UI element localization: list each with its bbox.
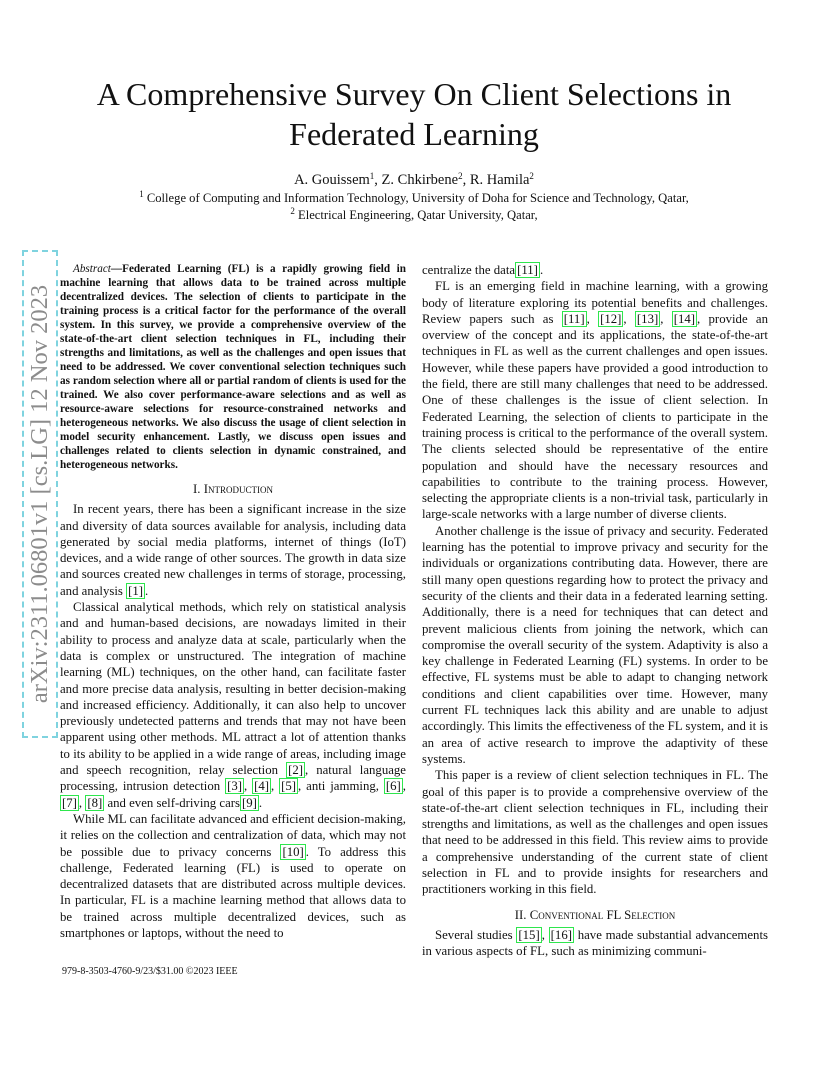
paragraph-text: and even self-driving cars	[104, 795, 240, 810]
paragraph-text: ,	[541, 927, 549, 942]
paragraph-text: ,	[271, 779, 280, 794]
section-title: Conventional FL Selection	[529, 907, 676, 922]
section-heading-introduction	[60, 481, 406, 497]
paragraph-text: Several studies	[435, 927, 517, 942]
left-column	[60, 262, 406, 941]
paragraph-text: ,	[243, 779, 253, 794]
section-heading-conventional	[422, 907, 768, 923]
paragraph-text: ,	[660, 311, 672, 326]
paragraph-text: ,	[78, 795, 86, 810]
citation-link[interactable]: [8]	[87, 795, 103, 810]
arxiv-side-identifier	[22, 250, 58, 738]
citation-link[interactable]: [14]	[673, 311, 696, 326]
paragraph-text: ,	[623, 311, 635, 326]
citation-link[interactable]: [6]	[385, 779, 401, 794]
body-paragraph	[422, 523, 768, 767]
affiliation-line	[60, 190, 768, 207]
copyright-footer: 979-8-3503-4760-9/23/$31.00 ©2023 IEEE	[62, 966, 238, 977]
paragraph-text: centralize the data	[422, 263, 516, 277]
author-name: R. Hamila	[469, 172, 530, 188]
section-number: I.	[193, 482, 201, 496]
right-column	[422, 262, 768, 959]
affil-mark: 1	[139, 189, 144, 199]
citation-link[interactable]: [1]	[128, 583, 144, 598]
author-list: A. Gouissem$^1$, Z. Chkirbene$^2$, R. Hamila$^2$	[294, 171, 534, 188]
citation-link[interactable]: [2]	[288, 763, 303, 778]
paragraph-text: .	[539, 263, 544, 277]
body-paragraph	[422, 927, 768, 960]
body-paragraph	[422, 767, 768, 897]
paragraph-text: have made substantial advancements in various aspects of FL, such as minimizing communi-	[422, 927, 768, 959]
author-affil-mark: 1	[369, 171, 375, 181]
citation-link[interactable]: [16]	[550, 927, 572, 942]
citation-link[interactable]: [7]	[62, 795, 77, 810]
author-name: A. Gouissem	[294, 172, 370, 188]
paper-title: A Comprehensive Survey On Client Selections in Federated Learning	[96, 76, 732, 152]
citation-link[interactable]: [5]	[281, 779, 297, 794]
citation-link[interactable]: [9]	[242, 795, 257, 810]
citation-link[interactable]: [10]	[282, 844, 304, 859]
citation-link[interactable]: [12]	[600, 311, 622, 326]
affiliation-text: Electrical Engineering, Qatar University, Qatar,	[298, 208, 538, 222]
citation-link[interactable]: [4]	[254, 779, 270, 794]
arxiv-id-text: arXiv:2311.06801v1 [cs.LG] 12 Nov 2023	[26, 284, 53, 704]
citation-link[interactable]: [13]	[636, 311, 659, 326]
paragraph-text: Classical analytical methods, which rely on statistical analysis and and human-based decisions, are nowadays limited in their ability to process and analyze data at scale, particularly when the data is complex or unstructured. The integration of machine learning (ML) techniques, on the other hand, can facilitate faster and more precise data analysis, resulting in better decision-making and increased efficiency. Additionally, it can also help to uncover previously undetected patterns and trends that may not have been apparent using other methods. ML attract a lot of attention thanks to its ability to be applied in a wide range of areas, including image and speech recognition, relay selection	[60, 600, 406, 778]
conventional-body	[422, 927, 768, 960]
body-paragraph	[422, 278, 768, 522]
paragraph-text: . To address this challenge, Federated learning (FL) is used to operate on decentralized datasets that are distributed across multiple devices. In particular, FL is a machine learning method that allows data to be trained across multiple decentralized devices, such as smartphones or laptops, without the need to	[60, 844, 406, 941]
paragraph-text: In recent years, there has been a significant increase in the size and diversity of data sources available for analysis, including data generated by social media platforms, internet of things (IoT) devices, and a wide range of other sources. The growth in data size and sources created new challenges in terms of storage, processing, and analysis	[60, 502, 406, 598]
body-paragraph	[422, 262, 768, 278]
citation-link[interactable]: [3]	[227, 779, 242, 794]
paragraph-text: .	[145, 583, 149, 598]
affiliation-text: College of Computing and Information Technology, University of Doha for Science and Technology, Qatar,	[146, 191, 689, 205]
paragraph-text: ,	[402, 779, 406, 794]
paragraph-text: , anti jamming,	[298, 779, 384, 794]
paragraph-text: While ML can facilitate advanced and efficient decision-making, it relies on the collection and centralization of data, which may not be possible due to privacy concerns	[60, 811, 406, 859]
paragraph-text: .	[258, 795, 263, 810]
author-affil-mark: 2	[458, 171, 463, 181]
paragraph-text: This paper is a review of client selection techniques in FL. The goal of this paper is to provide a comprehensive overview of the state-of-the-art client selection techniques in FL, including their strengths and limitations, as well as the challenges and open issues that need to be addressed in this field. This review aims to provide a comprehensive understanding of the current state of client selection in FL and to provide insights for researchers and practitioners working in this field.	[422, 768, 768, 897]
affiliation-line	[60, 207, 768, 224]
affil-mark: 2	[290, 206, 295, 216]
body-paragraph	[60, 811, 406, 941]
paragraph-text: Another challenge is the issue of privacy and security. Federated learning has the potential to improve privacy and security for the individuals or organizations contributing data. However, there are still many open questions regarding how to protect the privacy and security of the clients and their data in a federated learning setting. Additionally, there is a need for techniques that can detect and prevent malicious clients from joining the network, which can compromise the overall security of the system. Adaptivity is also a key challenge in Federated Learning (FL) systems. In order to be effective, FL systems must be able to adapt to changing network conditions and client capabilities over time. However, many current FL techniques lack this ability and are unable to adjust accordingly. This limits the effectiveness of the FL system, and it is an area of active research to improve the adaptivity of these systems.	[422, 523, 768, 766]
body-paragraph	[60, 501, 406, 599]
citation-link[interactable]: [11]	[563, 311, 585, 326]
paragraph-text: , natural language processing, intrusion detection	[60, 763, 406, 794]
introduction-body	[60, 501, 406, 941]
paragraph-text: FL is an emerging field in machine learning, with a growing body of literature exploring its potential benefits and challenges. Review papers such as	[422, 279, 768, 326]
abstract-label: Abstract	[73, 263, 111, 275]
section-number: II.	[514, 907, 527, 922]
abstract	[60, 262, 406, 472]
author-affil-mark: 2	[529, 171, 534, 181]
paragraph-text: ,	[586, 311, 599, 326]
introduction-body-continued	[422, 262, 768, 898]
body-paragraph	[60, 599, 406, 811]
citation-link[interactable]: [11]	[517, 263, 538, 277]
citation-link[interactable]: [15]	[518, 927, 540, 942]
author-name: Z. Chkirbene	[381, 172, 459, 188]
section-title: Introduction	[203, 482, 273, 496]
abstract-text: —Federated Learning (FL) is a rapidly growing field in machine learning that allows data to be trained across multiple decentralized devices. The selection of clients to participate in the training process is a critical factor for the performance of the overall system. In this survey, we provide a comprehensive overview of the state-of-the-art client selection techniques in FL, including their strengths and limitations, as well as the challenges and open issues that need to be addressed. We cover conventional selection techniques such as random selection where all or partial random of clients is used for the trained. We also cover performance-aware selections and as well as resource-aware selections for resource-constrained networks and heterogeneous networks. We also discuss the usage of client selection in model security enhancement. Lastly, we discuss open issues and challenges related to clients selection in dynamic constrained, and heterogeneous networks.	[60, 263, 406, 471]
affiliations	[60, 190, 768, 224]
paragraph-text: , provide an overview of the concept and its applications, the state-of-the-art techniques in FL as well as the current challenges and open issues. However, while these papers have provided a good introduction to the field, there are still many challenges that need to be addressed. One of these challenges is the issue of client selection. In Federated Learning, the selection of clients to participate in the training process is critical to the performance of the overall system. The clients selected should be representative of the entire population and should have the necessary resources and capabilities to contribute to the training process. However, selecting the appropriate clients is a non-trivial task, particularly in large-scale networks with a large number of diverse clients.	[422, 311, 768, 522]
